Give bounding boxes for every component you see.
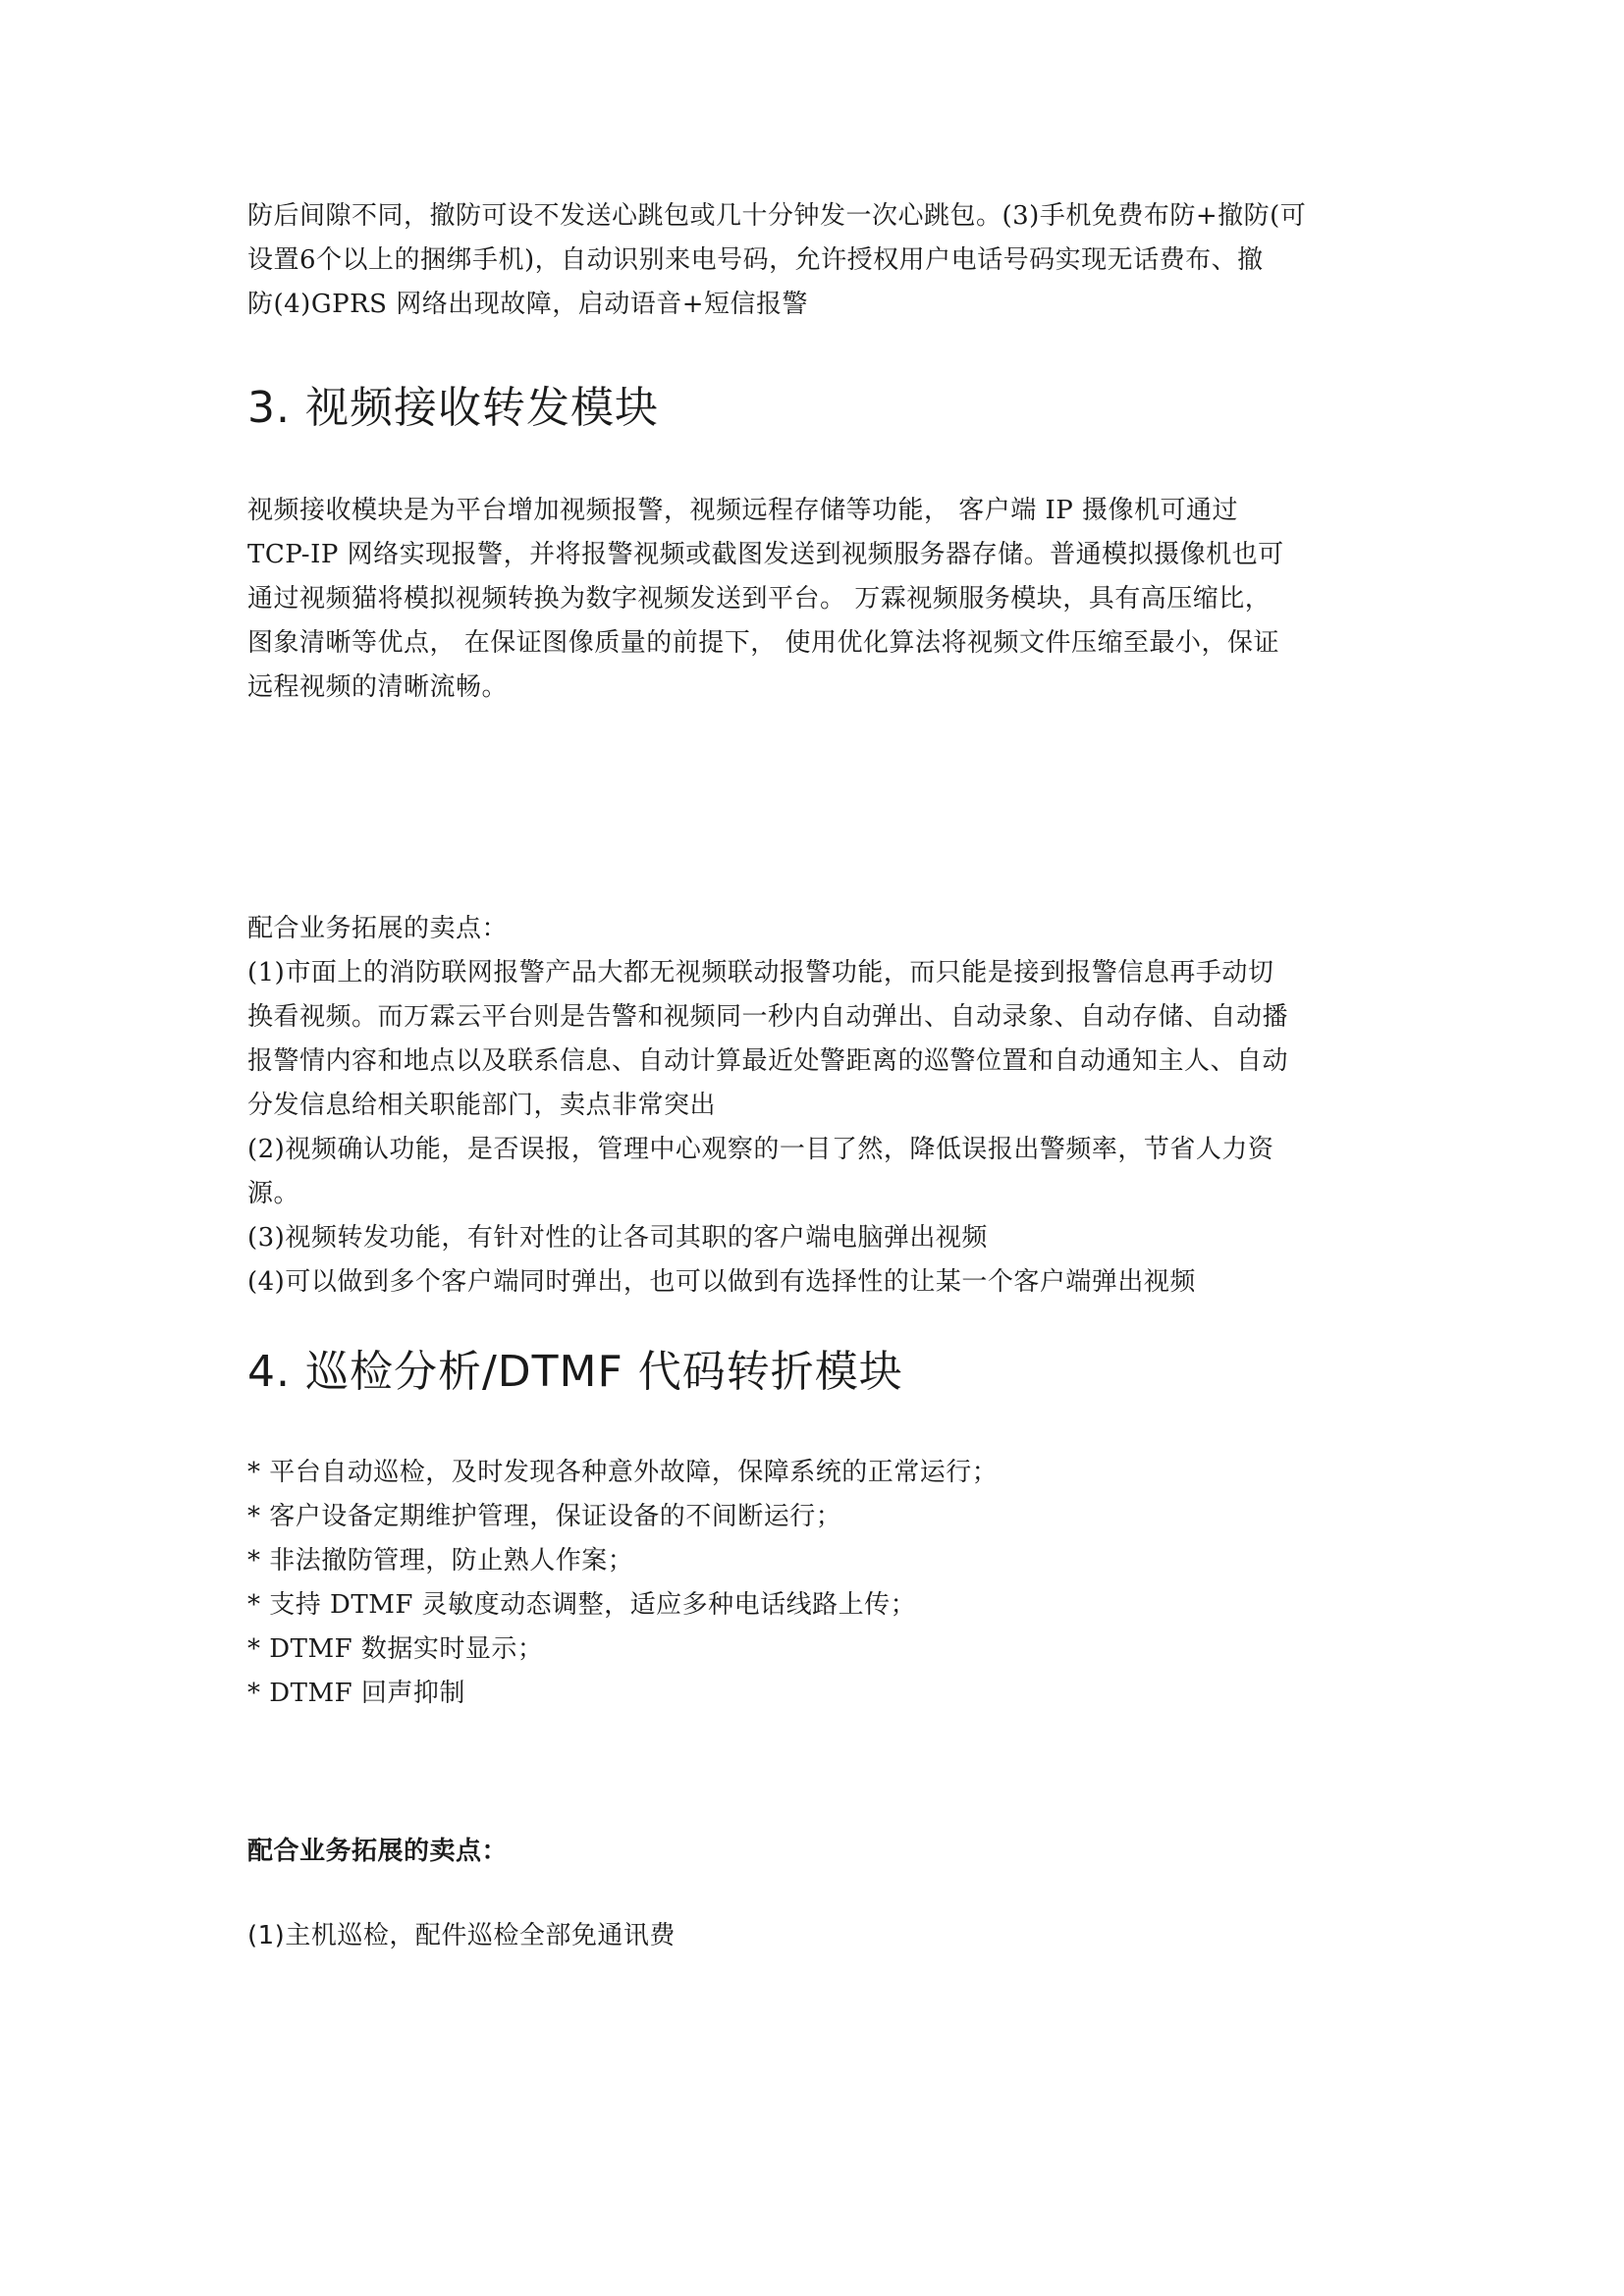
section4-bullet-list — [247, 1451, 1406, 1716]
intro-line: 设置6个以上的捆绑手机)，自动识别来电号码，允许授权用户电话号码实现无话费布、撤 — [247, 245, 1264, 275]
selling-point-line: (1)市面上的消防联网报警产品大都无视频联动报警功能，而只能是接到报警信息再手动切 — [247, 958, 1274, 988]
selling-point-line: (3)视频转发功能，有针对性的让各司其职的客户端电脑弹出视频 — [247, 1223, 988, 1253]
section3-body-line: 图象清晰等优点， 在保证图像质量的前提下， 使用优化算法将视频文件压缩至最小，保证 — [247, 628, 1280, 658]
section3-body-line: 视频接收模块是为平台增加视频报警，视频远程存储等功能， 客户端 IP 摄像机可通过 — [247, 496, 1239, 525]
section3-body — [247, 489, 1406, 710]
bullet-item: * 平台自动巡检，及时发现各种意外故障，保障系统的正常运行； — [247, 1458, 999, 1487]
selling-points-title: 配合业务拓展的卖点： — [247, 914, 509, 943]
section3-body-line: 通过视频猫将模拟视频转换为数字视频发送到平台。 万霖视频服务模块，具有高压缩比， — [247, 584, 1272, 614]
section3-body-line: 远程视频的清晰流畅。 — [247, 672, 509, 702]
intro-paragraph — [247, 194, 1406, 327]
section4-selling-title — [247, 1830, 1406, 1874]
selling-point-line: 报警情内容和地点以及联系信息、自动计算最近处警距离的巡警位置和自动通知主人、自动 — [247, 1046, 1289, 1076]
selling-point-line: (2)视频确认功能，是否误报，管理中心观察的一目了然，降低误报出警频率，节省人力资 — [247, 1135, 1274, 1164]
intro-line: 防后间隙不同，撤防可设不发送心跳包或几十分钟发一次心跳包。(3)手机免费布防+撤防(可 — [247, 201, 1307, 231]
intro-line: 防(4)GPRS 网络出现故障，启动语音+短信报警 — [247, 290, 809, 319]
section3-selling-points — [247, 907, 1406, 1305]
section4-heading: 4. 巡检分析/DTMF 代码转折模块 — [247, 1347, 903, 1397]
bullet-item: * 非法撤防管理，防止熟人作案； — [247, 1546, 634, 1575]
bullet-item: * DTMF 数据实时显示； — [247, 1634, 544, 1664]
section3-body-line: TCP-IP 网络实现报警，并将报警视频或截图发送到视频服务器存储。普通模拟摄像机也可 — [247, 540, 1284, 569]
bullet-item: * DTMF 回声抑制 — [247, 1679, 465, 1708]
bullet-item: * 支持 DTMF 灵敏度动态调整，适应多种电话线路上传； — [247, 1590, 917, 1620]
selling-point-line: (1)主机巡检，配件巡检全部免通讯费 — [247, 1921, 676, 1950]
section4-selling-item — [247, 1914, 1406, 1958]
selling-point-line: 换看视频。而万霖云平台则是告警和视频同一秒内自动弹出、自动录象、自动存储、自动播 — [247, 1002, 1289, 1032]
selling-points-title: 配合业务拓展的卖点： — [247, 1837, 509, 1866]
selling-point-line: 分发信息给相关职能部门，卖点非常突出 — [247, 1091, 717, 1120]
section3-heading: 3. 视频接收转发模块 — [247, 383, 659, 433]
selling-point-line: 源。 — [247, 1179, 300, 1208]
selling-point-line: (4)可以做到多个客户端同时弹出，也可以做到有选择性的让某一个客户端弹出视频 — [247, 1267, 1196, 1297]
bullet-item: * 客户设备定期维护管理，保证设备的不间断运行； — [247, 1502, 842, 1531]
